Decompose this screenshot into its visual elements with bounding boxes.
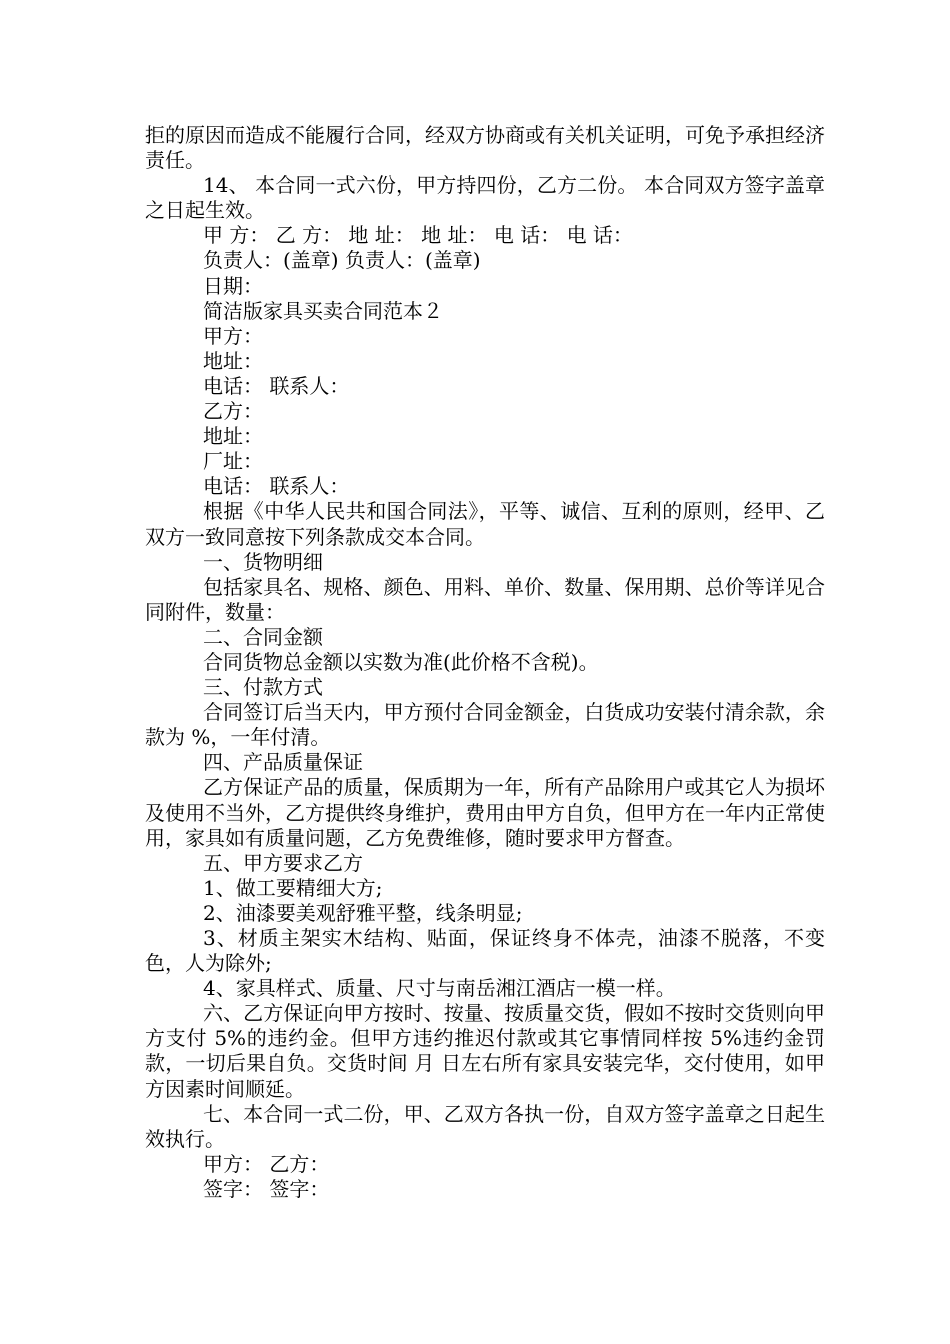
paragraph: 拒的原因而造成不能履行合同，经双方协商或有关机关证明，可免予承担经济责任。 <box>145 123 825 173</box>
paragraph: 甲方： <box>203 323 263 348</box>
clause-heading: 四、产品质量保证 <box>203 750 363 775</box>
paragraph: 包括家具名、规格、颜色、用料、单价、数量、保用期、总价等详见合同附件，数量： <box>145 574 825 624</box>
clause-heading: 一、货物明细 <box>203 549 323 574</box>
paragraph: 根据《中华人民共和国合同法》，平等、诚信、互利的原则，经甲、乙双方一致同意按下列条款成交本合同。 <box>145 499 825 549</box>
paragraph: 电话： 联系人： <box>203 373 350 398</box>
paragraph: 六、乙方保证向甲方按时、按量、按质量交货，假如不按时交货则向甲方支付 5%的违约金。但甲方违约推迟付款或其它事情同样按 5%违约金罚款，一切后果自负。交货时间 月 日左右所有家具安装完华，交付使用，如甲方因素时间顺延。 <box>145 1001 825 1101</box>
paragraph: 乙方保证产品的质量，保质期为一年，所有产品除用户或其它人为损坏及使用不当外，乙方提供终身维护，费用由甲方自负，但甲方在一年内正常使用，家具如有质量问题，乙方免费维修，随时要求甲方督查。 <box>145 775 825 850</box>
paragraph: 七、本合同一式二份，甲、乙双方各执一份，自双方签字盖章之日起生效执行。 <box>145 1101 825 1151</box>
paragraph: 甲 方： 乙 方： 地 址： 地 址： 电 话： 电 话： <box>203 223 633 248</box>
paragraph: 地址： <box>203 348 263 373</box>
paragraph: 合同货物总金额以实数为准(此价格不含税)。 <box>203 649 599 674</box>
clause-heading: 五、甲方要求乙方 <box>203 850 363 875</box>
section-title: 简洁版家具买卖合同范本２ <box>203 298 443 323</box>
paragraph: 电话： 联系人： <box>203 474 350 499</box>
list-item: 4、家具样式、质量、尺寸与南岳湘江酒店一模一样。 <box>203 976 676 1001</box>
clause-heading: 二、合同金额 <box>203 624 323 649</box>
list-item: 2、油漆要美观舒雅平整，线条明显; <box>203 900 523 925</box>
paragraph: 负责人：(盖章) 负责人：(盖章) <box>203 248 481 273</box>
list-item: 1、做工要精细大方; <box>203 875 383 900</box>
paragraph: 日期： <box>203 273 263 298</box>
signature-line: 签字： 签字： <box>203 1176 330 1201</box>
clause-heading: 三、付款方式 <box>203 675 323 700</box>
paragraph: 乙方： <box>203 399 263 424</box>
list-item: 3、材质主架实木结构、贴面，保证终身不体壳，油漆不脱落，不变色，人为除外; <box>145 926 825 976</box>
paragraph: 厂址： <box>203 449 263 474</box>
paragraph: 地址： <box>203 424 263 449</box>
paragraph: 合同签订后当天内，甲方预付合同金额金，白货成功安装付清余款，余款为 %，一年付清。 <box>145 700 825 750</box>
paragraph: 14、 本合同一式六份，甲方持四份，乙方二份。 本合同双方签字盖章之日起生效。 <box>145 173 825 223</box>
contract-text <box>145 123 825 1202</box>
signature-line: 甲方： 乙方： <box>203 1151 330 1176</box>
